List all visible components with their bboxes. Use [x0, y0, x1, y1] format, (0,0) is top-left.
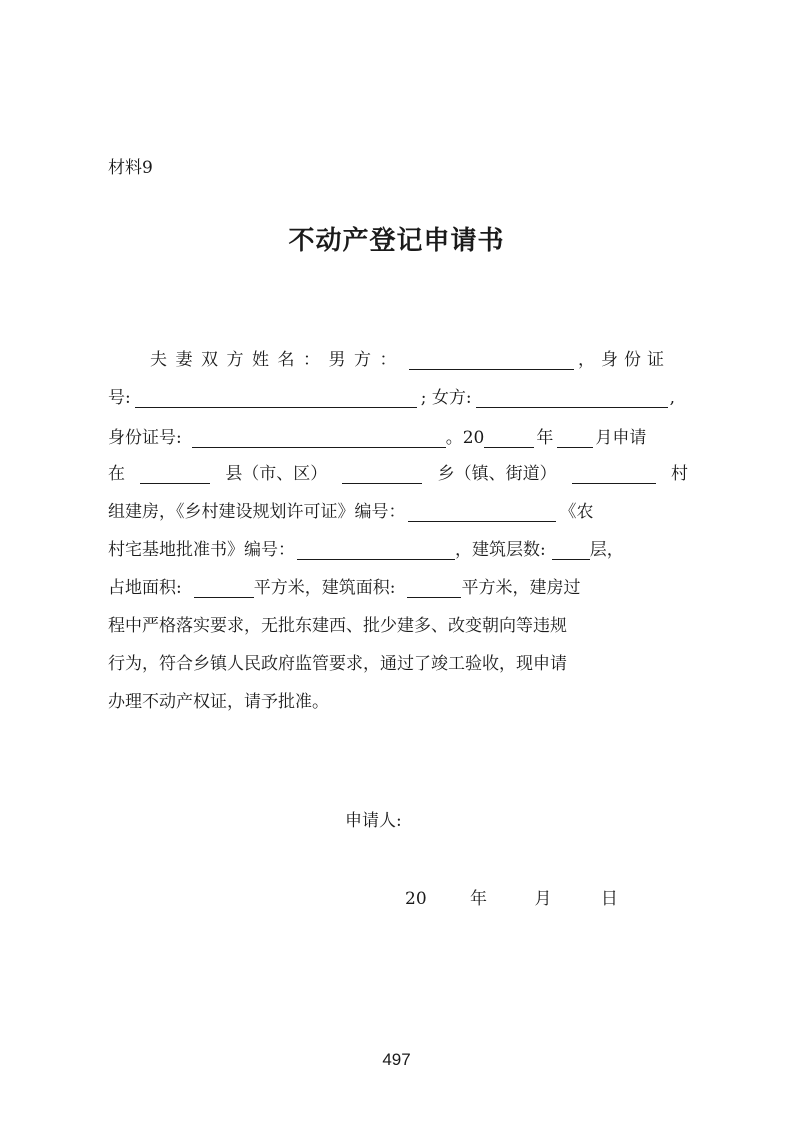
line3-text-c: 年 — [536, 428, 554, 448]
village-blank[interactable] — [572, 465, 656, 484]
line2-text-b: ; 女方: — [420, 388, 472, 408]
paragraph-line-6 — [108, 530, 688, 560]
day-label: 日 — [600, 889, 618, 909]
paragraph-line-1 — [150, 340, 688, 370]
line5-text-a: 组建房，《乡村建设规划许可证》编号： — [108, 502, 406, 522]
line1-text-a: 夫妻双方姓名：男方： — [150, 350, 405, 370]
signature-date — [405, 884, 618, 909]
line2-text-c: , — [669, 388, 675, 408]
line4-text-c: 乡（镇、街道） — [437, 464, 557, 484]
husband-name-blank[interactable] — [409, 351, 574, 370]
paragraph-line-9 — [108, 644, 688, 674]
page-number: 497 — [382, 1050, 411, 1069]
line6-text-c: 层， — [589, 540, 624, 560]
line7-text-b: 平方米，建筑面积: — [253, 578, 396, 598]
line3-text-d: 月申请 — [595, 428, 647, 448]
paragraph-line-8 — [108, 606, 688, 636]
month-label: 月 — [534, 889, 552, 909]
line3-text-b: 。20 — [445, 428, 485, 448]
line5-text-b: 《农 — [559, 502, 594, 522]
year-label: 年 — [470, 889, 488, 909]
county-blank[interactable] — [140, 465, 210, 484]
paragraph-line-4 — [108, 454, 688, 484]
floor-count-blank[interactable] — [552, 541, 590, 560]
application-year-blank[interactable] — [484, 429, 534, 448]
line4-text-a: 在 — [108, 464, 125, 484]
paragraph-line-5 — [108, 492, 688, 522]
paragraph-line-2 — [108, 378, 688, 408]
line2-text-a: 号: — [108, 388, 131, 408]
year-prefix: 20 — [405, 889, 427, 909]
line6-text-b: ，建筑层数: — [455, 540, 546, 560]
building-area-blank[interactable] — [407, 579, 461, 598]
line6-text-a: 村宅基地批准书》编号： — [108, 540, 295, 560]
application-month-blank[interactable] — [557, 429, 593, 448]
paragraph-line-7 — [108, 568, 688, 598]
material-label: 材料9 — [108, 158, 153, 178]
line10-text: 办理不动产权证，请予批准。 — [108, 692, 329, 712]
line1-text-b: ，身份证 — [578, 350, 670, 370]
line9-text: 行为，符合乡镇人民政府监管要求，通过了竣工验收，现申请 — [108, 654, 567, 674]
page-title: 不动产登记申请书 — [288, 226, 505, 256]
paragraph-line-10 — [108, 682, 688, 712]
line7-text-c: 平方米，建房过 — [461, 578, 581, 598]
line4-text-b: 县（市、区） — [225, 464, 328, 484]
line7-text-a: 占地面积: — [108, 578, 182, 598]
line4-text-d: 村 — [670, 464, 688, 484]
wife-id-blank[interactable] — [192, 429, 446, 448]
paragraph-line-3 — [108, 418, 688, 448]
homestead-approval-number-blank[interactable] — [297, 541, 455, 560]
line3-text-a: 身份证号: — [108, 428, 182, 448]
husband-id-blank[interactable] — [135, 389, 417, 408]
wife-name-blank[interactable] — [476, 389, 668, 408]
line8-text: 程中严格落实要求，无批东建西、批少建多、改变朝向等违规 — [108, 616, 567, 636]
planning-permit-number-blank[interactable] — [408, 503, 556, 522]
applicant-label: 申请人: — [345, 811, 402, 831]
township-blank[interactable] — [342, 465, 422, 484]
land-area-blank[interactable] — [194, 579, 254, 598]
